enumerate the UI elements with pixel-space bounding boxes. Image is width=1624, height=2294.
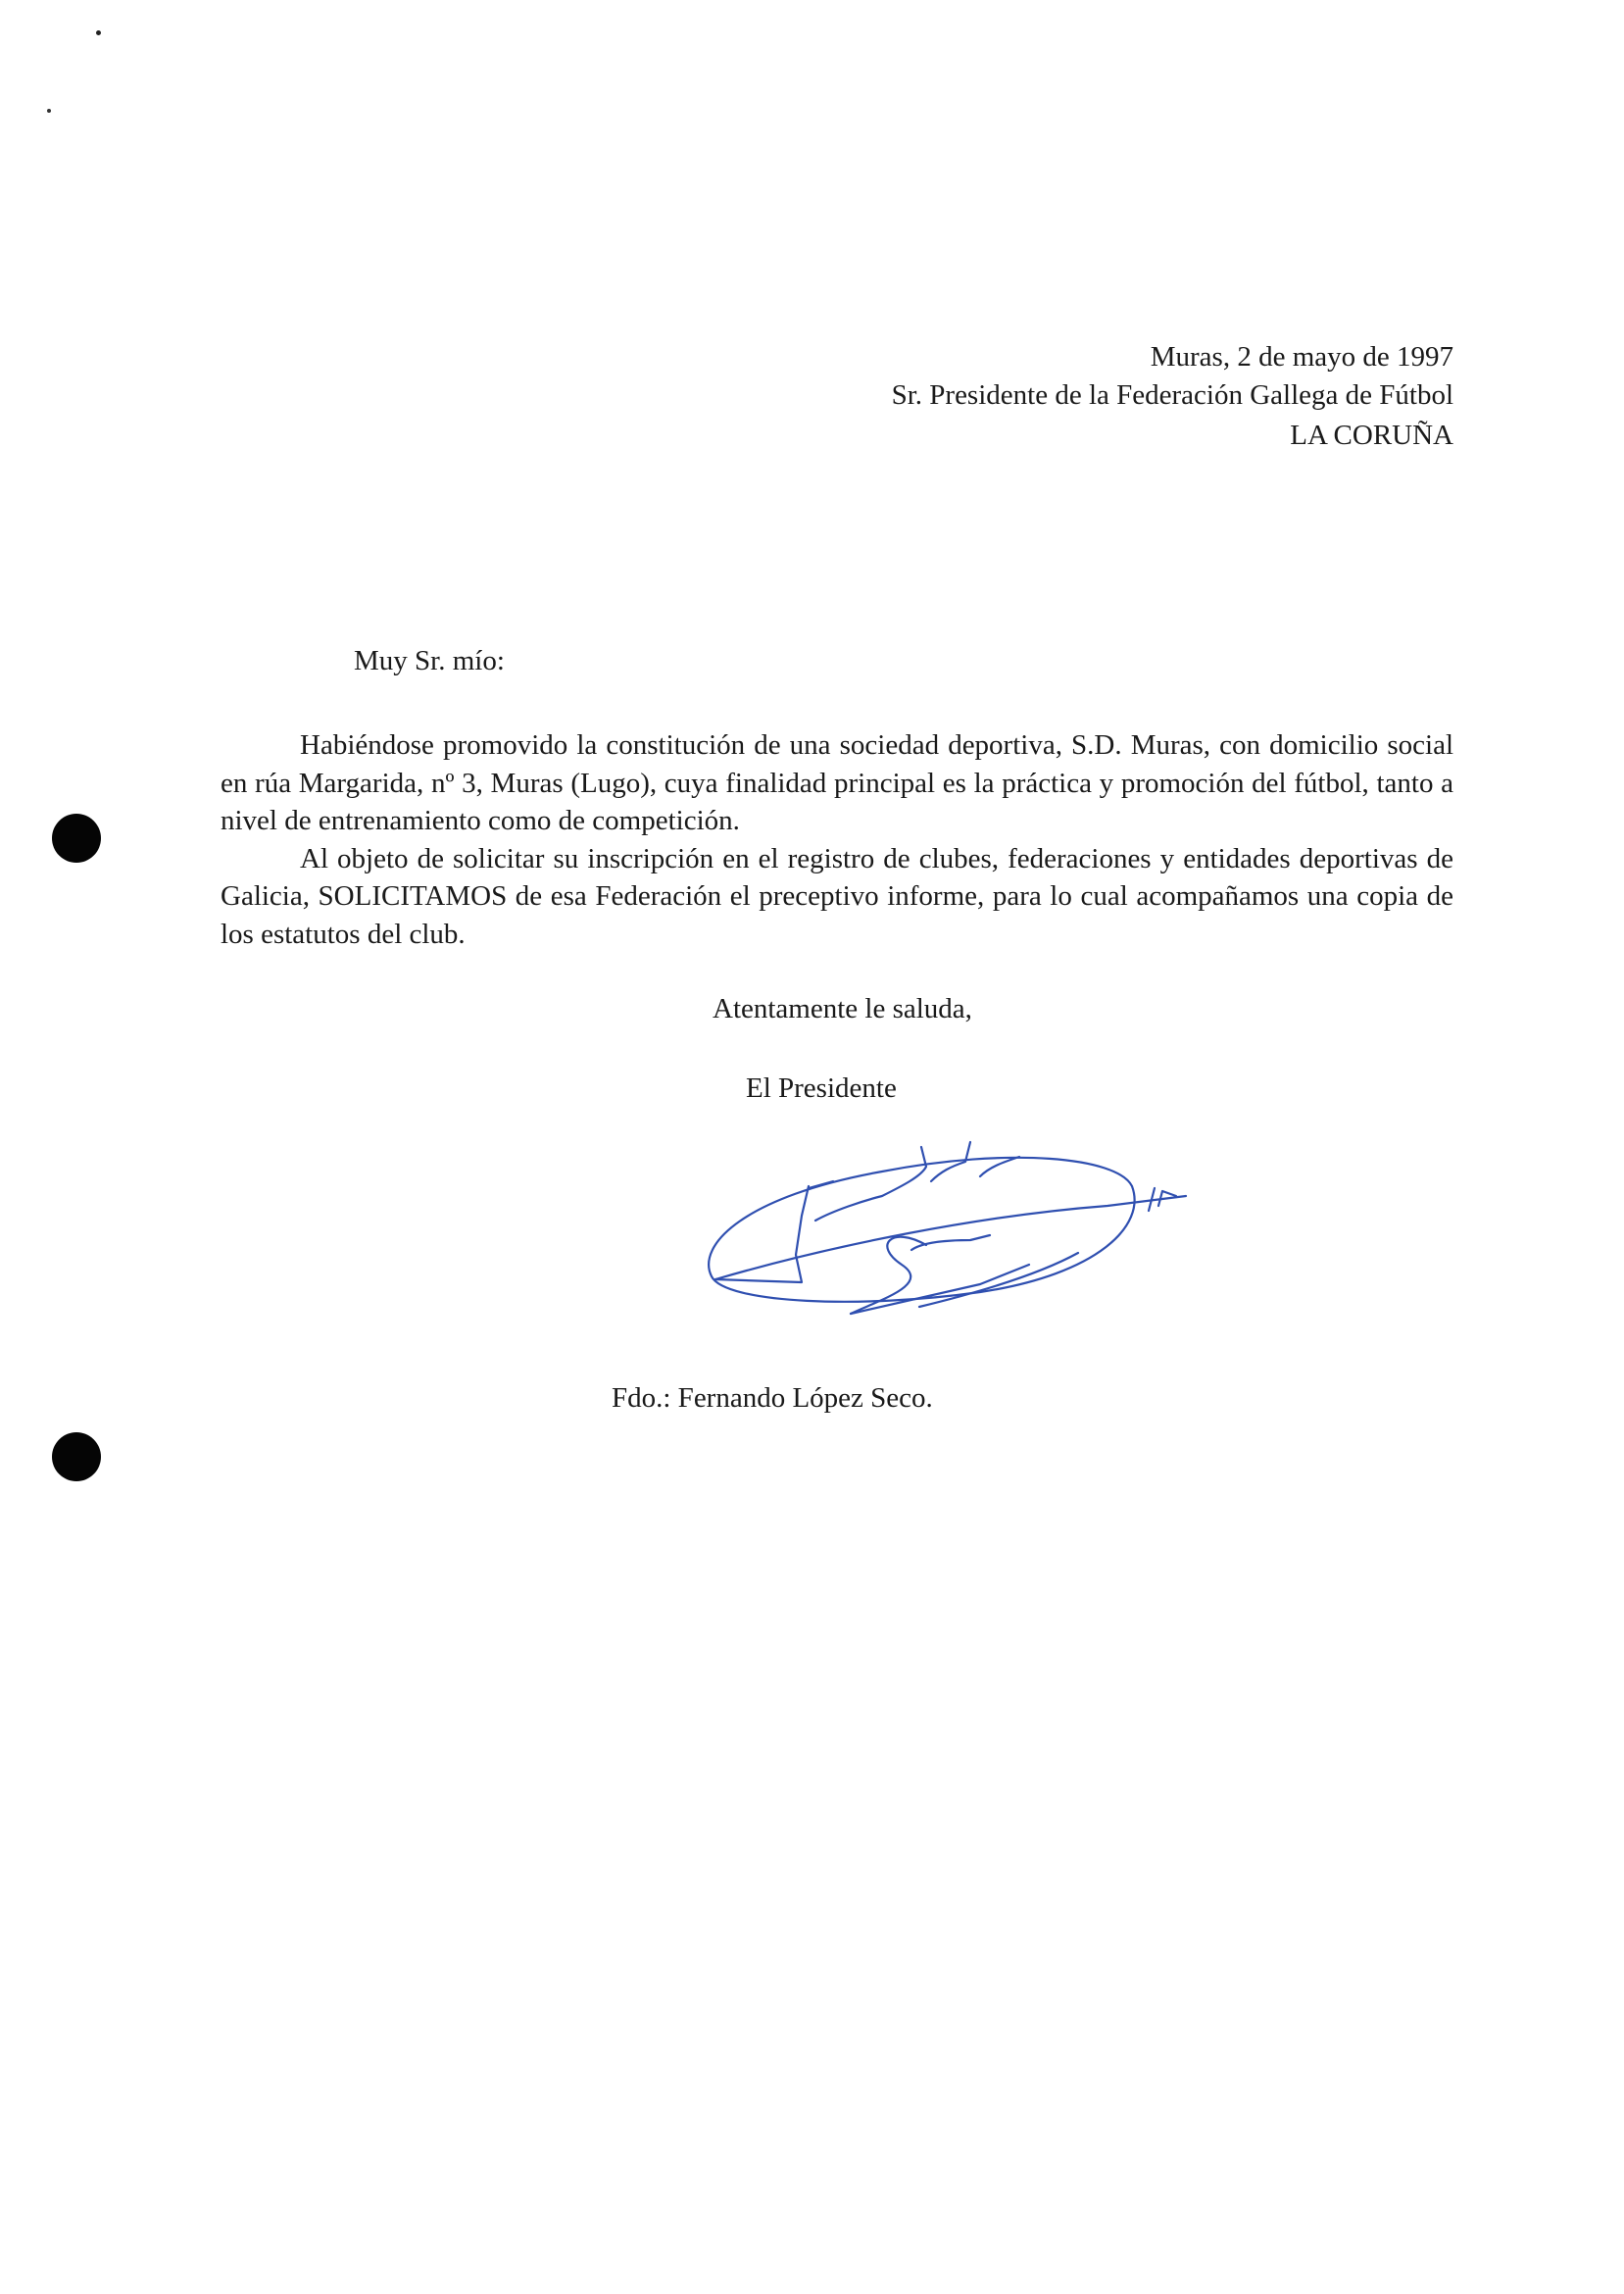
signer-title: El Presidente [746, 1072, 897, 1104]
handwritten-signature [686, 1127, 1235, 1353]
salutation: Muy Sr. mío: [354, 645, 505, 676]
scan-speck [96, 30, 101, 35]
recipient-line: Sr. Presidente de la Federación Gallega de Fútbol [891, 379, 1453, 411]
body-paragraph: Habiéndose promovido la constitución de una sociedad deportiva, S.D. Muras, con domicilio social en rúa Margarida, nº 3, Muras (Lugo), cuya finalidad principal es la práctica y promoción del fútbol, tanto a nivel de entrenamiento como de competición. [221, 729, 1453, 836]
scan-speck [47, 109, 51, 113]
punch-hole [52, 1432, 101, 1481]
letter-body [221, 726, 1453, 953]
city-line: LA CORUÑA [1290, 420, 1453, 451]
closing: Atentamente le saluda, [713, 993, 972, 1024]
punch-hole [52, 814, 101, 863]
signed-by: Fdo.: Fernando López Seco. [612, 1382, 933, 1414]
date-line: Muras, 2 de mayo de 1997 [1150, 341, 1453, 373]
body-paragraph: Al objeto de solicitar su inscripción en el registro de clubes, federaciones y entidades deportivas de Galicia, SOLICITAMOS de esa Federación el preceptivo informe, para lo cual acompañamos una copia de los estatutos del club. [221, 842, 1453, 950]
